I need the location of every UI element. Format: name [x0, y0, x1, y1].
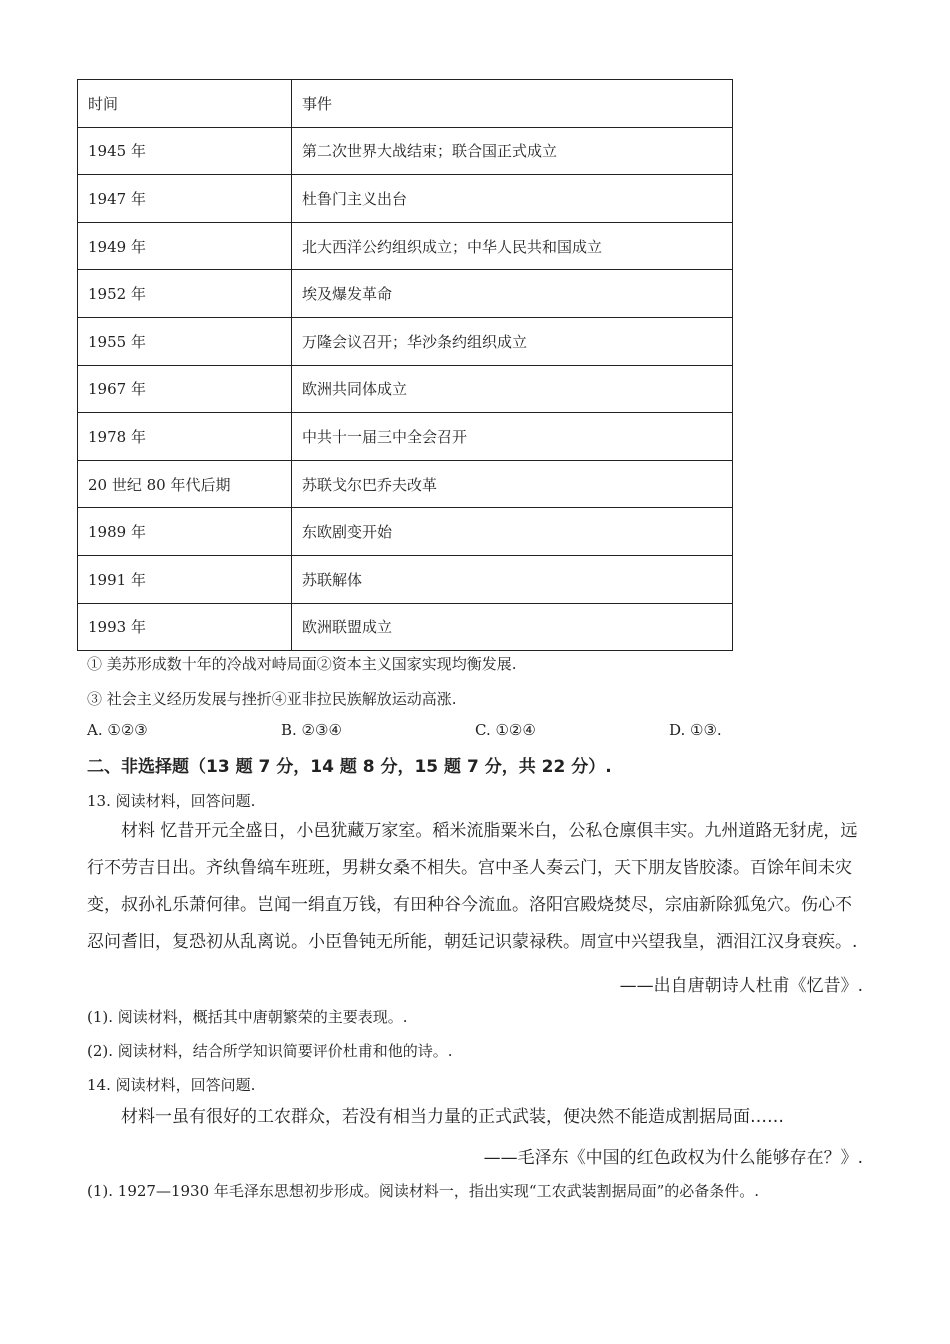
q13-source: ——出自唐朝诗人杜甫《忆昔》.: [619, 976, 863, 996]
statement-line-2: ③ 社会主义经历发展与挫折④亚非拉民族解放运动高涨.: [87, 690, 457, 708]
table-row: [78, 555, 733, 603]
row-event: 苏联戈尔巴乔夫改革: [292, 460, 733, 508]
row-time: 1991 年: [78, 555, 292, 603]
table-row: [78, 603, 733, 651]
q13-sub2: (2). 阅读材料，结合所学知识简要评价杜甫和他的诗。.: [87, 1042, 453, 1060]
table-row: [78, 270, 733, 318]
row-time: 1947 年: [78, 175, 292, 223]
row-event: 欧洲联盟成立: [292, 603, 733, 651]
row-event: 北大西洋公约组织成立；中华人民共和国成立: [292, 222, 733, 270]
row-time: 1945 年: [78, 127, 292, 175]
section-title: 二、非选择题（13 题 7 分，14 题 8 分，15 题 7 分，共 22 分）.: [87, 757, 612, 777]
option-d: D. ①③.: [669, 721, 722, 739]
row-event: 中共十一届三中全会召开: [292, 413, 733, 461]
row-event: 埃及爆发革命: [292, 270, 733, 318]
table-row: [78, 365, 733, 413]
row-event: 万隆会议召开；华沙条约组织成立: [292, 317, 733, 365]
table-row: [78, 317, 733, 365]
row-time: 1952 年: [78, 270, 292, 318]
table-row: [78, 222, 733, 270]
q13-material: 材料 忆昔开元全盛日，小邑犹藏万家室。稻米流脂粟米白，公私仓廪俱丰实。九州道路无豺虎，远行不劳吉日出。齐纨鲁缟车班班，男耕女桑不相失。宫中圣人奏云门，天下朋友皆胶漆。百馀年间未灾变，叔孙礼乐萧何律。岂闻一绢直万钱，有田种谷今流血。洛阳宫殿烧焚尽，宗庙新除狐兔穴。伤心不忍问耆旧，复恐初从乱离说。小臣鲁钝无所能，朝廷记识蒙禄秩。周宣中兴望我皇，洒泪江汉身衰疾。.: [87, 821, 858, 952]
header-time: 时间: [78, 80, 292, 128]
header-event: 事件: [292, 80, 733, 128]
row-time: 1949 年: [78, 222, 292, 270]
statement-line-1: ① 美苏形成数十年的冷战对峙局面②资本主义国家实现均衡发展.: [87, 655, 517, 673]
row-time: 1978 年: [78, 413, 292, 461]
q14-prompt: 14. 阅读材料，回答问题.: [87, 1076, 256, 1094]
row-event: 欧洲共同体成立: [292, 365, 733, 413]
option-a: A. ①②③: [87, 721, 148, 739]
q14-source: ——毛泽东《中国的红色政权为什么能够存在？》.: [483, 1148, 863, 1168]
option-b: B. ②③④: [281, 721, 342, 739]
q13-sub1: (1). 阅读材料，概括其中唐朝繁荣的主要表现。.: [87, 1008, 408, 1026]
q14-sub1: (1). 1927—1930 年毛泽东思想初步形成。阅读材料一，指出实现“工农武装割据局面”的必备条件。.: [87, 1182, 760, 1200]
row-time: 1989 年: [78, 508, 292, 556]
table-header-row: [78, 80, 733, 128]
q13-prompt: 13. 阅读材料，回答问题.: [87, 792, 256, 810]
table-row: [78, 127, 733, 175]
q14-material: 材料一虽有很好的工农群众，若没有相当力量的正式武装，便决然不能造成割据局面……: [121, 1107, 784, 1127]
option-c: C. ①②④: [475, 721, 536, 739]
table-row: [78, 508, 733, 556]
row-event: 东欧剧变开始: [292, 508, 733, 556]
row-time: 1993 年: [78, 603, 292, 651]
row-event: 第二次世界大战结束；联合国正式成立: [292, 127, 733, 175]
row-time: 1967 年: [78, 365, 292, 413]
table-row: [78, 460, 733, 508]
row-event: 苏联解体: [292, 555, 733, 603]
row-event: 杜鲁门主义出台: [292, 175, 733, 223]
table-row: [78, 413, 733, 461]
row-time: 1955 年: [78, 317, 292, 365]
row-time: 20 世纪 80 年代后期: [78, 460, 292, 508]
events-table: [77, 79, 733, 651]
table-row: [78, 175, 733, 223]
